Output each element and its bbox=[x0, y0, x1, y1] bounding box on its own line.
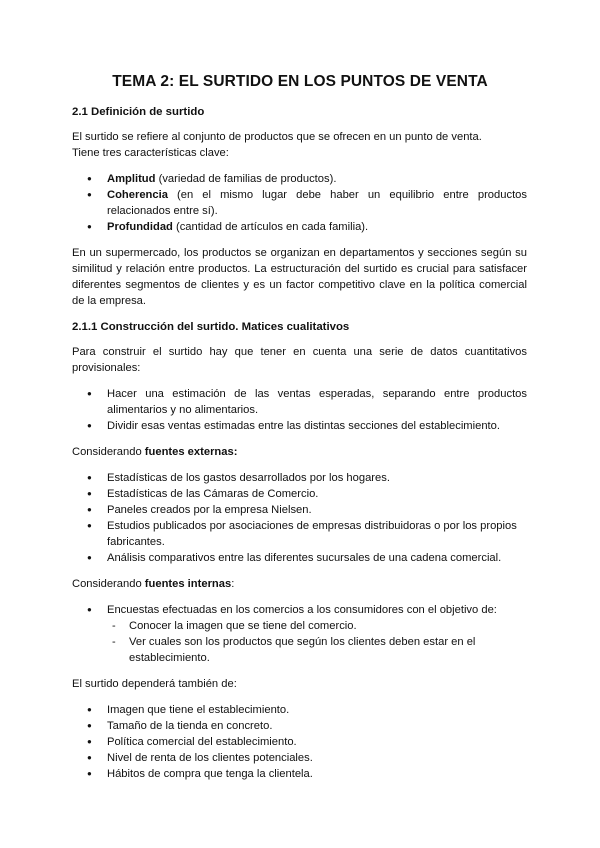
internas-sub-list bbox=[72, 618, 527, 666]
page-title: TEMA 2: EL SURTIDO EN LOS PUNTOS DE VENTA bbox=[112, 73, 488, 90]
sub-list-item: - Ver cuales son los productos que según los clientes deben estar en el establecimiento. bbox=[72, 634, 527, 666]
list-item: ● Estadísticas de los gastos desarrollados por los hogares. bbox=[72, 470, 527, 486]
list-item: ● Estudios publicados por asociaciones de empresas distribuidoras o por los propios fabricantes. bbox=[72, 518, 527, 550]
list-item: ● Imagen que tiene el establecimiento. bbox=[72, 702, 527, 718]
term-description: (en el mismo lugar debe haber un equilibrio entre productos relacionados entre sí). bbox=[107, 189, 527, 217]
list-item: ● Análisis comparativos entre las diferentes sucursales de una cadena comercial. bbox=[72, 550, 527, 566]
supermercado-paragraph: En un supermercado, los productos se organizan en departamentos y secciones según su similitud y relación entre productos. La estructuración del surtido es crucial para satisfacer diferentes segmentos de clientes y es un factor competitivo clave en la política comercial de la empresa. bbox=[72, 247, 527, 307]
list-item: ● Dividir esas ventas estimadas entre las distintas secciones del establecimiento. bbox=[72, 418, 527, 434]
section-heading-2-1: 2.1 Definición de surtido bbox=[72, 106, 205, 118]
externas-bold: fuentes externas: bbox=[144, 446, 238, 458]
list-item: ● Tamaño de la tienda en concreto. bbox=[72, 718, 527, 734]
sub-list-item: - Conocer la imagen que se tiene del comercio. bbox=[72, 618, 527, 634]
list-item: ● Hacer una estimación de las ventas esperadas, separando entre productos alimentarios y no alimentarios. bbox=[72, 386, 527, 418]
list-item: ● Paneles creados por la empresa Nielsen. bbox=[72, 502, 527, 518]
internas-list bbox=[72, 602, 527, 666]
list-item bbox=[72, 171, 527, 187]
depende-list bbox=[72, 702, 527, 782]
externas-list bbox=[72, 470, 527, 566]
document-body bbox=[72, 104, 527, 792]
list-item bbox=[72, 219, 527, 235]
internas-bold: fuentes internas bbox=[144, 578, 232, 590]
internas-intro bbox=[72, 576, 527, 592]
list-item bbox=[72, 187, 527, 219]
internas-suffix: : bbox=[231, 578, 235, 590]
term-bold: Coherencia bbox=[107, 189, 168, 201]
depende-intro: El surtido dependerá también de: bbox=[72, 678, 237, 690]
section-heading-2-1-1: 2.1.1 Construcción del surtido. Matices cualitativos bbox=[72, 321, 350, 333]
intro-paragraph bbox=[72, 129, 527, 161]
list-item: ● Nivel de renta de los clientes potenciales. bbox=[72, 750, 527, 766]
internas-prefix: Considerando bbox=[72, 578, 145, 590]
externas-prefix: Considerando bbox=[72, 446, 145, 458]
construir-paragraph: Para construir el surtido hay que tener en cuenta una serie de datos cuantitativos provisionales: bbox=[72, 346, 527, 374]
cuantitativos-list bbox=[72, 386, 527, 434]
list-item: ● Hábitos de compra que tenga la clientela. bbox=[72, 766, 527, 782]
intro-line-1: El surtido se refiere al conjunto de productos que se ofrecen en un punto de venta. bbox=[72, 131, 482, 143]
list-item bbox=[72, 602, 527, 618]
term-bold: Profundidad bbox=[107, 221, 173, 233]
term-description: (cantidad de artículos en cada familia). bbox=[172, 221, 369, 233]
sub-list-container bbox=[72, 618, 527, 666]
characteristics-list bbox=[72, 171, 527, 235]
term-bold: Amplitud bbox=[107, 173, 156, 185]
term-description: (variedad de familias de productos). bbox=[155, 173, 337, 185]
list-item: ● Estadísticas de las Cámaras de Comercio. bbox=[72, 486, 527, 502]
externas-intro bbox=[72, 444, 527, 460]
intro-line-2: Tiene tres características clave: bbox=[72, 147, 229, 159]
list-item: ● Política comercial del establecimiento. bbox=[72, 734, 527, 750]
internas-bullet-text: Encuestas efectuadas en los comercios a los consumidores con el objetivo de: bbox=[107, 604, 497, 616]
